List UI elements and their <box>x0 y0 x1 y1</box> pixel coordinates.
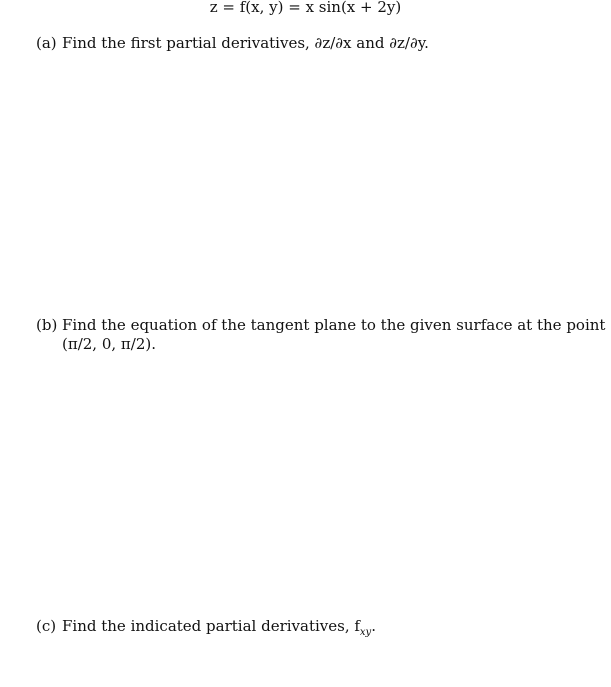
question-c <box>36 616 376 643</box>
question-b <box>36 315 606 335</box>
question-c-subscript: xy <box>359 627 372 638</box>
question-a-text: Find the first partial derivatives, ∂z/∂x and ∂z/∂y. <box>62 34 429 52</box>
question-a <box>36 33 429 53</box>
question-c-suffix: . <box>371 617 376 635</box>
function-equation: z = f(x, y) = x sin(x + 2y) <box>209 0 402 16</box>
question-a-label: (a) <box>36 34 57 52</box>
question-c-label: (c) <box>36 617 57 635</box>
question-b-text: Find the equation of the tangent plane to the given surface at the point <box>62 316 606 334</box>
question-c-text: Find the indicated partial derivatives, f <box>62 617 360 635</box>
question-b-text-continued: (π/2, 0, π/2). <box>62 335 156 353</box>
question-b-label: (b) <box>36 316 58 334</box>
